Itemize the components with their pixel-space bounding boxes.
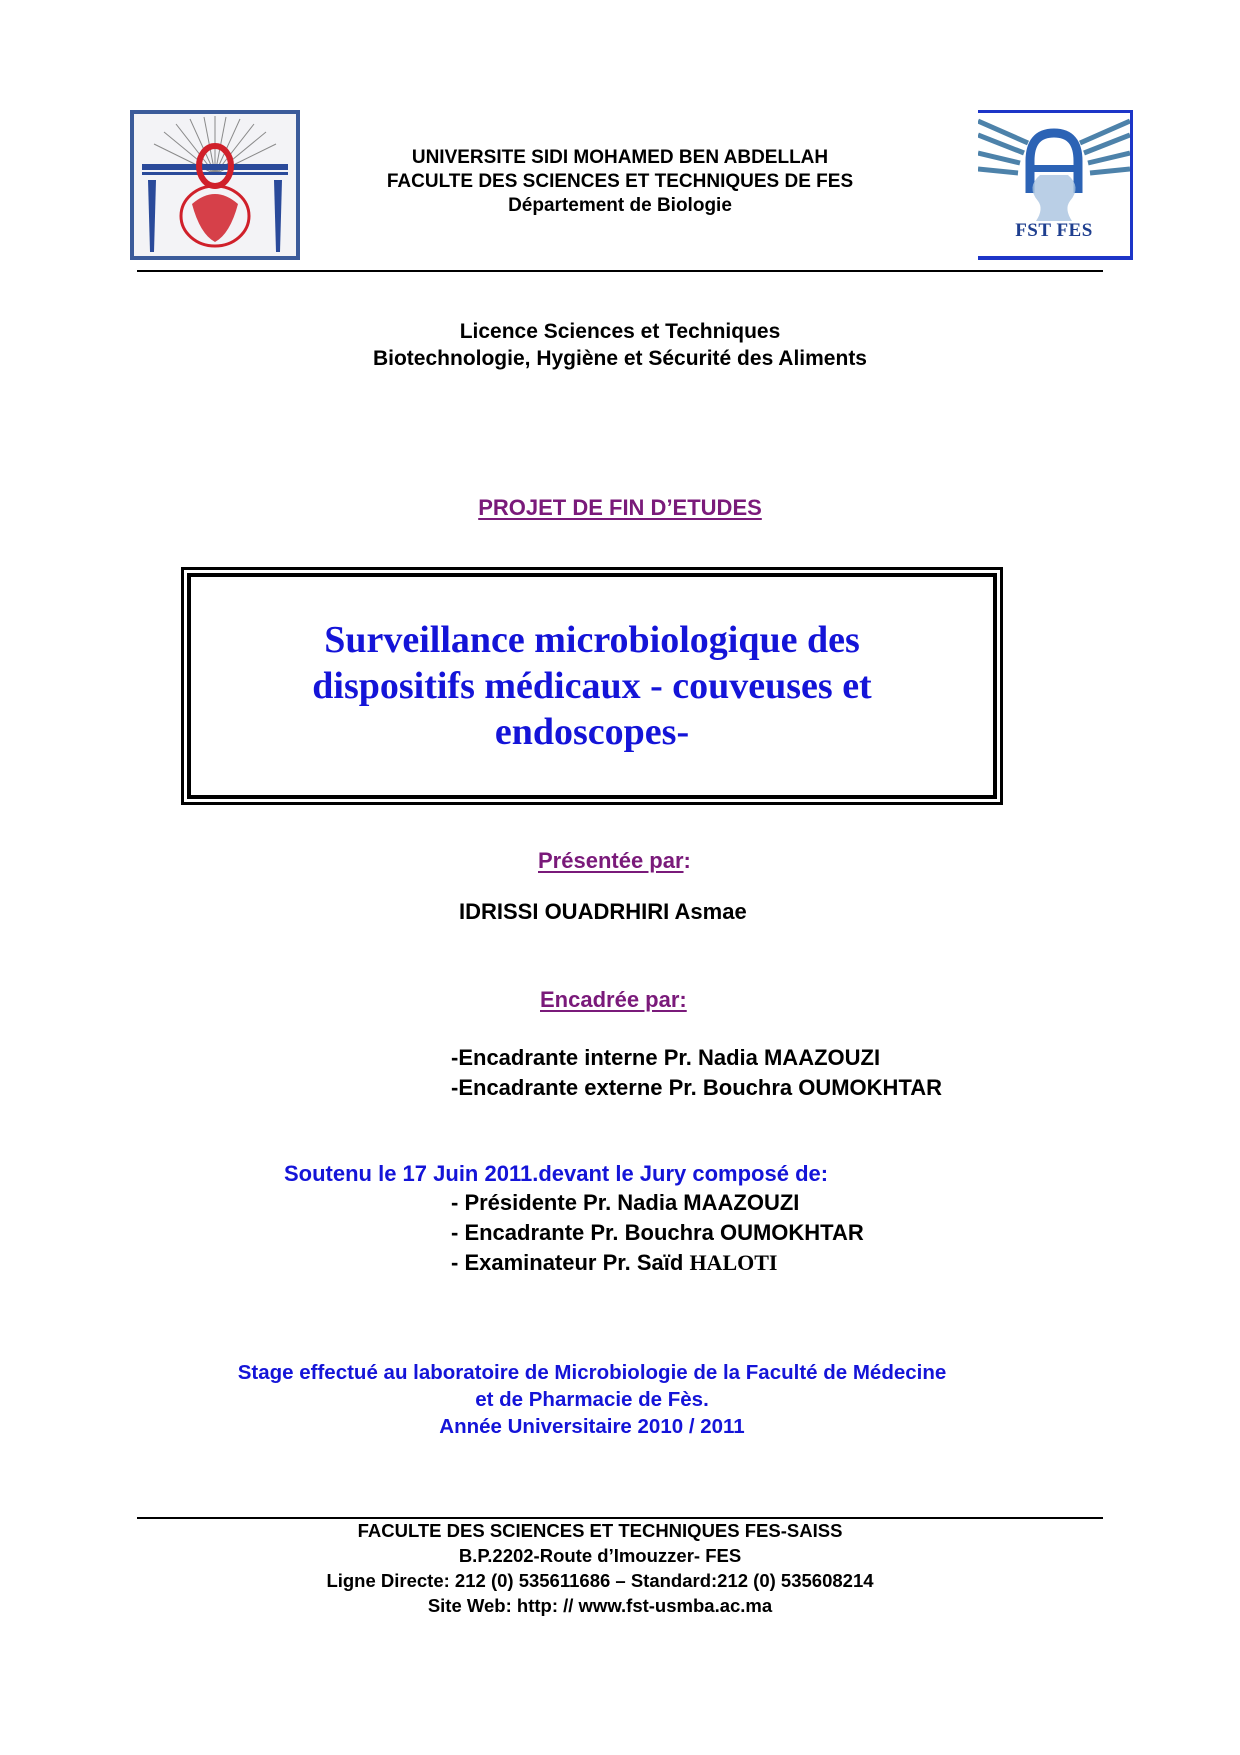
presented-by-label: Présentée par bbox=[538, 848, 684, 873]
supervisors-list bbox=[451, 1043, 942, 1103]
examiner-prefix: - Examinateur Pr. Saïd bbox=[451, 1250, 690, 1275]
university-name: UNIVERSITE SIDI MOHAMED BEN ABDELLAH bbox=[411, 147, 829, 168]
footer-address: B.P.2202-Route d’Imouzzer- FES bbox=[458, 1545, 742, 1566]
program-line-2: Biotechnologie, Hygiène et Sécurité des Aliments bbox=[372, 347, 867, 370]
faculty-name: FACULTE DES SCIENCES ET TECHNIQUES DE FES bbox=[386, 171, 854, 192]
program-block bbox=[0, 318, 1240, 372]
internship-line-2: et de Pharmacie de Fès. bbox=[475, 1388, 709, 1411]
footer-phone: Ligne Directe: 212 (0) 535611686 – Standard:212 (0) 535608214 bbox=[326, 1570, 874, 1591]
supervised-by-row bbox=[540, 987, 687, 1013]
jury-list bbox=[451, 1188, 864, 1278]
supervised-by-label: Encadrée par: bbox=[540, 987, 687, 1012]
jury-member-president: - Présidente Pr. Nadia MAAZOUZI bbox=[451, 1190, 800, 1215]
footer-website: Site Web: http: // www.fst-usmba.ac.ma bbox=[427, 1595, 773, 1616]
title-line-3: endoscopes- bbox=[494, 711, 690, 753]
title-line-1: Surveillance microbiologique des bbox=[324, 619, 860, 661]
jury-member-supervisor: - Encadrante Pr. Bouchra OUMOKHTAR bbox=[451, 1220, 864, 1245]
internship-block bbox=[0, 1359, 1212, 1440]
title-line-2: dispositifs médicaux - couveuses et bbox=[312, 665, 872, 707]
supervisor-external: -Encadrante externe Pr. Bouchra OUMOKHTAR bbox=[451, 1075, 943, 1100]
author-name: IDRISSI OUADRHIRI Asmae bbox=[459, 899, 747, 924]
footer bbox=[0, 1518, 1220, 1618]
project-label: PROJET DE FIN D’ETUDES bbox=[478, 495, 762, 520]
footer-faculty: FACULTE DES SCIENCES ET TECHNIQUES FES-SAISS bbox=[357, 1520, 843, 1541]
jury-member-examiner bbox=[451, 1248, 864, 1278]
presented-by-row bbox=[538, 848, 691, 874]
presented-by-colon: : bbox=[683, 848, 691, 873]
program-line-1: Licence Sciences et Techniques bbox=[459, 320, 781, 343]
internship-line-1: Stage effectué au laboratoire de Microbiologie de la Faculté de Médecine bbox=[237, 1361, 947, 1384]
title-frame-content bbox=[189, 575, 995, 797]
department-name: Département de Biologie bbox=[508, 195, 732, 216]
thesis-title bbox=[272, 617, 912, 755]
fst-logo bbox=[978, 110, 1133, 260]
fst-fes-logo-icon bbox=[978, 113, 1130, 223]
academic-year: Année Universitaire 2010 / 2011 bbox=[439, 1415, 745, 1438]
header-divider bbox=[137, 270, 1103, 272]
defense-intro: Soutenu le 17 Juin 2011.devant le Jury composé de: bbox=[284, 1161, 829, 1186]
project-label-row bbox=[0, 495, 1240, 521]
supervisor-internal: -Encadrante interne Pr. Nadia MAAZOUZI bbox=[451, 1045, 881, 1070]
fst-logo-label: FST FES bbox=[1015, 220, 1093, 241]
title-frame bbox=[181, 567, 1003, 805]
examiner-surname: HALOTI bbox=[689, 1250, 778, 1275]
